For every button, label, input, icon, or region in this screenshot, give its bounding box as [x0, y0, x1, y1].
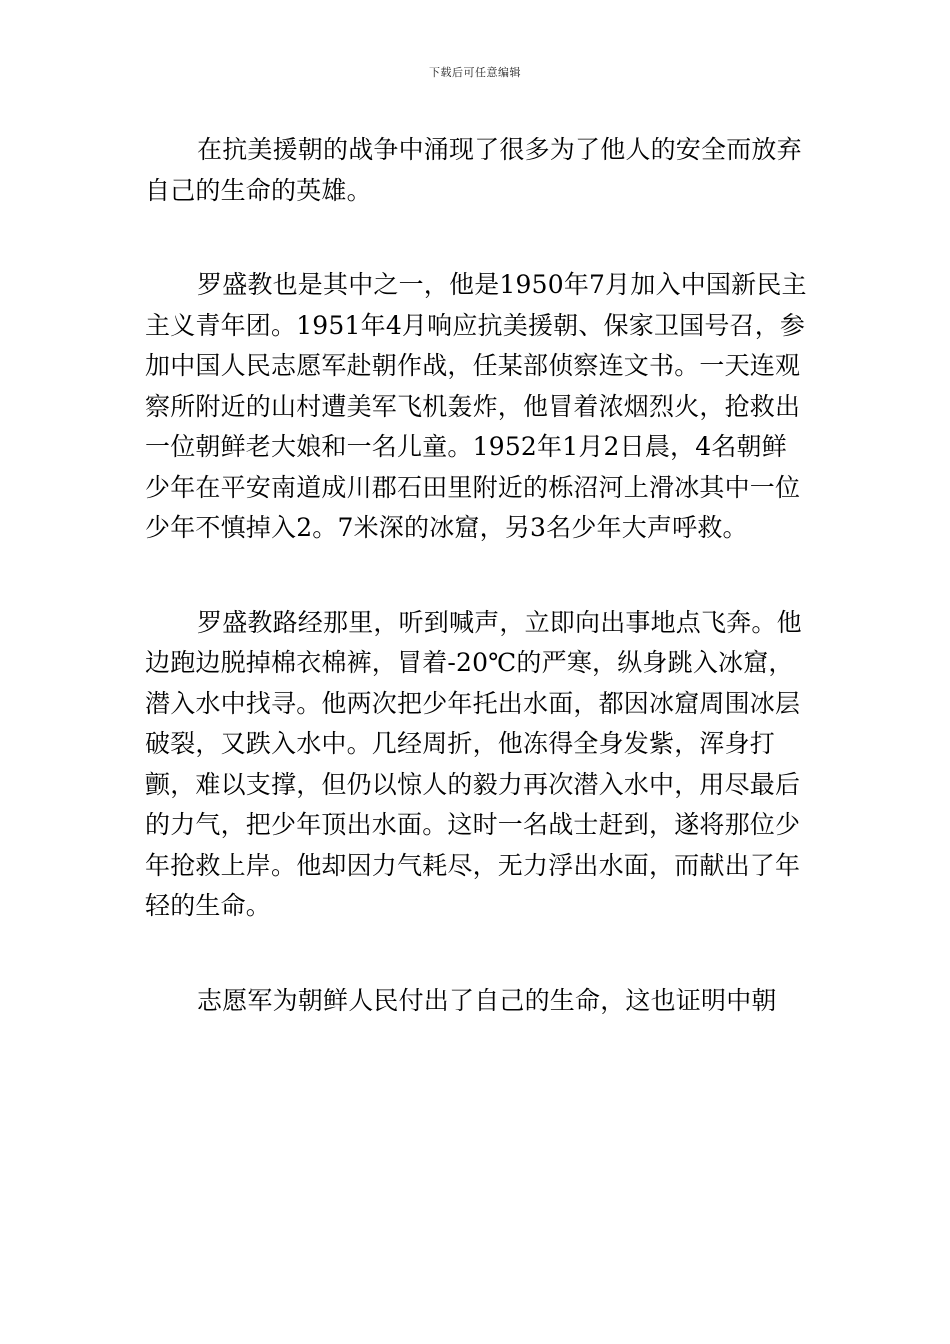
document-body: [145, 130, 810, 1021]
paragraph-conclusion: 志愿军为朝鲜人民付出了自己的生命，这也证明中朝: [197, 985, 777, 1015]
paragraph-luo-shengjiao-background: 罗盛教也是其中之一，他是1950年7月加入中国新民主主义青年团。1951年4月响应抗美援朝、保家卫国号召，参加中国人民志愿军赴朝作战，任某部侦察连文书。一天连观察所附近的山村遭美军飞机轰炸，他冒着浓烟烈火，抢救出一位朝鲜老大娘和一名儿童。1952年1月2日晨，4名朝鲜少年在平安南道成川郡石田里附近的栎沼河上滑冰其中一位少年不慎掉入2。7米深的冰窟，另3名少年大声呼救。: [145, 270, 807, 542]
paragraph-rescue-story: 罗盛教路经那里，听到喊声，立即向出事地点飞奔。他边跑边脱掉棉衣棉裤，冒着-20℃的严寒，纵身跳入冰窟，潜入水中找寻。他两次把少年托出水面，都因冰窟周围冰层破裂，又跌入水中。几经周折，他冻得全身发紫，浑身打颤，难以支撑，但仍以惊人的毅力再次潜入水中，用尽最后的力气，把少年顶出水面。这时一名战士赶到，遂将那位少年抢救上岸。他却因力气耗尽，无力浮出水面，而献出了年轻的生命。: [145, 607, 802, 920]
page-header: 下载后可任意编辑: [429, 66, 521, 79]
paragraph-intro: 在抗美援朝的战争中涌现了很多为了他人的安全而放弃自己的生命的英雄。: [145, 135, 802, 205]
